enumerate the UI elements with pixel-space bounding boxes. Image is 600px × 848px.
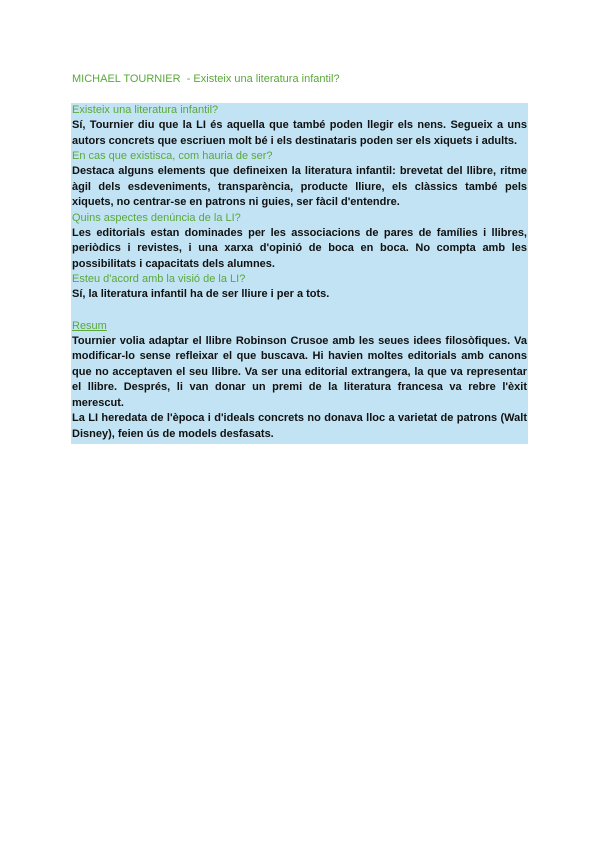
resum-paragraph-2: La LI heredata de l'època i d'ideals concrets no donava lloc a varietat de patrons (Walt Disney), feien ús de models desfasats. [72,412,527,440]
spacer [71,303,528,319]
section-question-4: Esteu d'acord amb la visió de la LI? [72,273,246,285]
resum-paragraph-1: Tournier volia adaptar el llibre Robinson Crusoe amb les seues idees filosòfiques. Va modificar-lo sense refleixar el que buscava. Hi havien moltes editorials amb canons que no acceptaven el seu llibre. Va ser una editorial extrangera, la que va representar el llibre. Després, li van donar un premi de la literatura francesa va rebre l'èxit merescut. [72,334,527,409]
section-question-2: En cas que existisca, com hauria de ser? [72,150,273,162]
document-title: MICHAEL TOURNIER - Existeix una literatura infantil? [72,73,340,85]
resum-heading: Resum [72,319,107,332]
section-question-3: Quins aspectes denúncia de la LI? [72,211,241,224]
section-answer-1: Sí, Tournier diu que la LI és aquella que també poden llegir els nens. Segueix a uns autors concrets que escriuen molt bé i els destinataris poden ser els xiquets i adults. [72,119,527,147]
highlighted-content [71,103,528,444]
section-answer-2: Destaca alguns elements que defineixen la literatura infantil: brevetat del llibre, ritme àgil dels esdeveniments, transparència, producte lliure, els clàssics també pels xiquets, no centrar-se en patrons ni guies, ser fàcil d'entendre. [72,165,527,208]
section-answer-3: Les editorials estan dominades per les associacions de pares de famílies i llibres, periòdics i revistes, i una xarxa d'opinió de boca en boca. No compta amb les possibilitats i capacitats dels alumnes. [72,226,527,270]
section-answer-4: Sí, la literatura infantil ha de ser lliure i per a tots. [72,288,330,300]
section-question-1: Existeix una literatura infantil? [72,104,219,116]
